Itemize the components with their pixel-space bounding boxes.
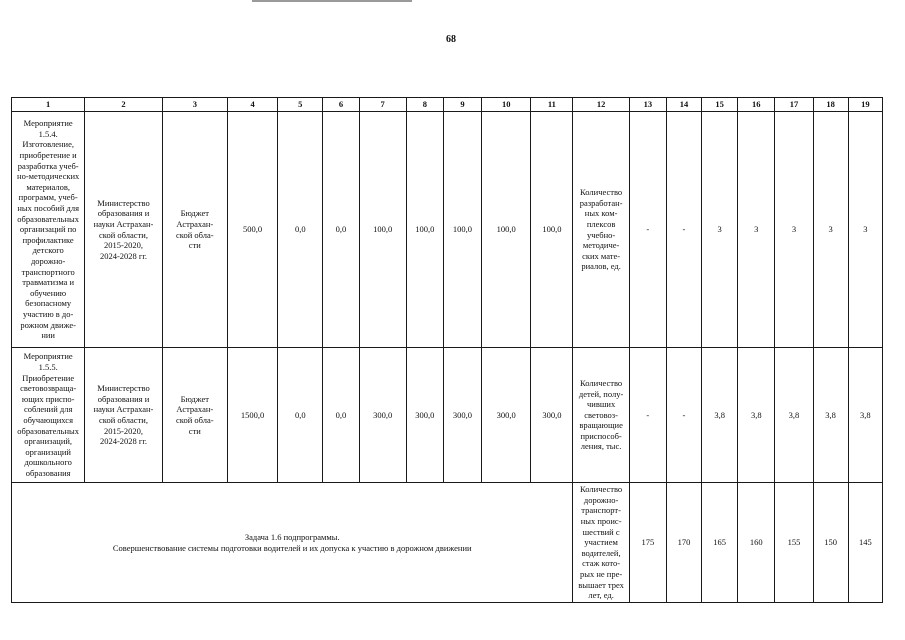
column-number: 13	[629, 98, 666, 112]
value-cell: 160	[738, 483, 775, 603]
value-cell: 3,8	[775, 348, 813, 483]
value-cell: 100,0	[406, 112, 443, 348]
table-row	[12, 112, 883, 348]
indicator-cell	[573, 348, 629, 483]
value-cell: 1500,0	[227, 348, 277, 483]
value-cell: 0,0	[323, 112, 359, 348]
column-number: 19	[848, 98, 882, 112]
executor-text: Министерство образования и науки Астрахан- ской области, 2015-2020, 2024-2028 гг.	[93, 197, 154, 261]
measure-text: Мероприятие 1.5.4. Изготовление, приобретение и разработка учеб- но-методических материалов, программ, учеб- ных пособий для образовательных организаций по профилактике детского дорожно- транспортного травматизма и обучению безопасному участию в до- рожном движе- нии	[17, 118, 80, 341]
column-number: 18	[813, 98, 848, 112]
value-cell: -	[666, 348, 701, 483]
column-number: 5	[278, 98, 323, 112]
value-cell: -	[629, 112, 666, 348]
value-cell: 3	[738, 112, 775, 348]
value-cell: -	[629, 348, 666, 483]
table-row	[12, 348, 883, 483]
value-cell: 170	[666, 483, 701, 603]
value-cell: 3	[813, 112, 848, 348]
value-cell: 0,0	[278, 112, 323, 348]
indicator-table	[11, 97, 883, 603]
value-cell: 300,0	[531, 348, 573, 483]
value-cell: 100,0	[443, 112, 481, 348]
task-title: Задача 1.6 подпрограммы. Совершенствование системы подготовки водителей и их допуска к участию в дорожном движении	[112, 531, 472, 553]
source-cell	[162, 112, 227, 348]
value-cell: 3,8	[848, 348, 882, 483]
column-number: 10	[482, 98, 531, 112]
source-text: Бюджет Астрахан- ской обла- сти	[176, 393, 214, 436]
indicator-cell	[573, 112, 629, 348]
value-cell: 150	[813, 483, 848, 603]
value-cell: 155	[775, 483, 813, 603]
value-cell: 175	[629, 483, 666, 603]
value-cell: 3,8	[738, 348, 775, 483]
executor-text: Министерство образования и науки Астрахан- ской области, 2015-2020, 2024-2028 гг.	[93, 383, 154, 447]
value-cell: 0,0	[323, 348, 359, 483]
column-number: 3	[162, 98, 227, 112]
indicator-text: Количество разработан- ных ком- плексов учебно- методиче- ских мате- риалов, ед.	[579, 187, 623, 272]
measure-cell	[12, 112, 85, 348]
value-cell: 3,8	[702, 348, 738, 483]
source-cell	[162, 348, 227, 483]
column-number: 4	[227, 98, 277, 112]
value-cell: 100,0	[359, 112, 406, 348]
column-number: 7	[359, 98, 406, 112]
measure-cell	[12, 348, 85, 483]
indicator-text: Количество детей, полу- чивших световоз- вращающие приспособ- ления, тыс.	[578, 377, 624, 452]
column-number: 14	[666, 98, 701, 112]
value-cell: 0,0	[278, 348, 323, 483]
value-cell: 145	[848, 483, 882, 603]
measure-text: Мероприятие 1.5.5. Приобретение световозвраща- ющих приспо- соблений для обучающихся образовательных организаций, организаций дошкольного образования	[17, 351, 80, 478]
value-cell: -	[666, 112, 701, 348]
executor-cell	[85, 348, 162, 483]
value-cell: 100,0	[531, 112, 573, 348]
value-cell: 300,0	[482, 348, 531, 483]
value-cell: 3,8	[813, 348, 848, 483]
column-number: 9	[443, 98, 481, 112]
column-number: 17	[775, 98, 813, 112]
column-number: 16	[738, 98, 775, 112]
value-cell: 3	[848, 112, 882, 348]
column-number: 11	[531, 98, 573, 112]
indicator-text: Количество дорожно- транспорт- ных проис- шествий с участием водителей, стаж кото- рых не пре- вышает трех лет, ед.	[578, 484, 624, 601]
column-number: 1	[12, 98, 85, 112]
value-cell: 165	[702, 483, 738, 603]
column-number: 12	[573, 98, 629, 112]
executor-cell	[85, 112, 162, 348]
task-title-cell	[12, 483, 573, 603]
column-number-row	[12, 98, 883, 112]
value-cell: 500,0	[227, 112, 277, 348]
column-number: 6	[323, 98, 359, 112]
value-cell: 3	[702, 112, 738, 348]
value-cell: 300,0	[406, 348, 443, 483]
task-row	[12, 483, 883, 603]
column-number: 2	[85, 98, 162, 112]
value-cell: 100,0	[482, 112, 531, 348]
column-number: 8	[406, 98, 443, 112]
indicator-cell	[573, 483, 629, 603]
value-cell: 300,0	[443, 348, 481, 483]
source-text: Бюджет Астрахан- ской обла- сти	[176, 208, 214, 251]
value-cell: 300,0	[359, 348, 406, 483]
page-number: 68	[446, 34, 456, 45]
value-cell: 3	[775, 112, 813, 348]
column-number: 15	[702, 98, 738, 112]
scan-mark	[252, 0, 412, 2]
